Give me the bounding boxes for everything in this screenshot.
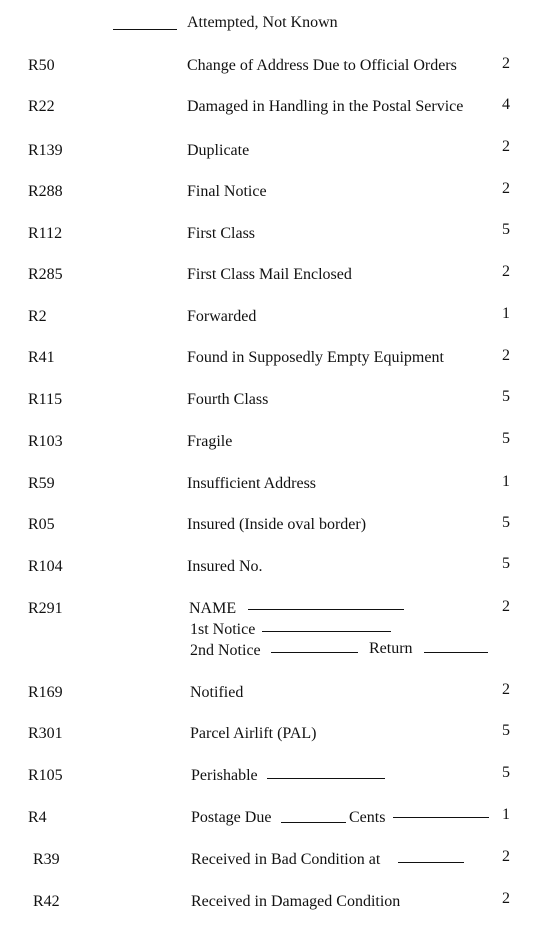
blank-line [262, 631, 391, 632]
entry-description: Forwarded [187, 308, 257, 325]
list-item [0, 138, 550, 161]
entry-number: 5 [502, 555, 510, 572]
entry-description: Notified [190, 684, 244, 701]
list-item [0, 892, 550, 912]
entry-number: 2 [502, 848, 510, 865]
list-item [0, 56, 550, 76]
entry-code: R22 [28, 98, 55, 115]
entry-number: 4 [502, 96, 510, 113]
blank-line [113, 29, 177, 30]
entry-description: Insured (Inside oval border) [187, 516, 367, 533]
entry-number: 2 [502, 263, 510, 280]
entry-description: Damaged in Handling in the Postal Service [187, 98, 464, 115]
blank-line [398, 862, 464, 863]
list-item [0, 724, 550, 744]
list-item [0, 97, 550, 117]
entry-number: 2 [502, 138, 510, 155]
entry-description: Final Notice [187, 183, 267, 200]
entry-description: Received in Damaged Condition [191, 893, 401, 910]
entry-code: R59 [28, 475, 55, 492]
entry-number: 2 [502, 55, 510, 72]
entry-number: 5 [502, 722, 510, 739]
list-item [0, 265, 550, 285]
entry-code: R104 [28, 558, 63, 575]
entry-description: First Class Mail Enclosed [187, 266, 352, 283]
entry-number: 5 [502, 221, 510, 238]
entry-description: Duplicate [187, 142, 250, 159]
entry-code: R301 [28, 725, 63, 742]
return-label: Return [369, 640, 413, 657]
entry-code: R112 [28, 225, 63, 242]
blank-line [393, 817, 489, 818]
entry-number: 1 [502, 473, 510, 490]
name-label: NAME [189, 600, 237, 617]
entry-code: R42 [33, 893, 60, 910]
entry-code: R103 [28, 433, 63, 450]
entry-number: 5 [502, 430, 510, 447]
entry-description: Insufficient Address [187, 475, 317, 492]
list-item [0, 683, 550, 703]
entry-number: 2 [502, 890, 510, 907]
entry-code: R4 [28, 809, 47, 826]
entry-description: Postage Due [191, 809, 272, 826]
cents-label: Cents [349, 809, 386, 826]
entry-number: 5 [502, 388, 510, 405]
list-item [0, 850, 550, 870]
entry-code: R2 [28, 308, 47, 325]
list-item [0, 766, 550, 786]
entry-number: 5 [502, 514, 510, 531]
entry-description: Attempted, Not Known [187, 14, 338, 31]
entry-code: R105 [28, 767, 63, 784]
entry-code: R139 [28, 142, 63, 159]
list-item [0, 348, 550, 368]
entry-code: R291 [28, 600, 63, 617]
list-item [0, 13, 550, 33]
notice-line-2: 2nd Notice [190, 642, 261, 659]
entry-description: Found in Supposedly Empty Equipment [187, 349, 444, 366]
list-item [0, 182, 550, 202]
entry-description: Insured No. [187, 558, 263, 575]
list-item [0, 432, 550, 452]
blank-line [424, 652, 488, 653]
entry-description: Perishable [191, 767, 258, 784]
list-item [0, 515, 550, 535]
blank-line [271, 652, 358, 653]
entry-number: 2 [502, 598, 510, 615]
blank-line [281, 822, 346, 823]
entry-number: 2 [502, 180, 510, 197]
entry-code: R39 [33, 851, 60, 868]
entry-number: 5 [502, 764, 510, 781]
blank-line [267, 778, 385, 779]
entry-description: Fourth Class [187, 391, 269, 408]
entry-number: 1 [502, 305, 510, 322]
entry-code: R50 [28, 57, 55, 74]
list-item [0, 808, 550, 828]
entry-code: R05 [28, 516, 55, 533]
list-item [0, 221, 550, 244]
list-item [0, 557, 550, 577]
name-field [189, 599, 236, 619]
entry-code: R115 [28, 391, 63, 408]
notice-line-1: 1st Notice [190, 621, 256, 638]
entry-number: 1 [502, 806, 510, 823]
entry-code: R285 [28, 266, 63, 283]
entry-code: R41 [28, 349, 55, 366]
entry-code: R288 [28, 183, 63, 200]
entry-number: 2 [502, 347, 510, 364]
entry-description: Parcel Airlift (PAL) [190, 725, 317, 742]
list-item [0, 307, 550, 327]
list-item [0, 599, 550, 661]
entry-description: Received in Bad Condition at [191, 851, 381, 868]
entry-description: Fragile [187, 433, 233, 450]
entry-description: Change of Address Due to Official Orders [187, 57, 457, 74]
entry-code: R169 [28, 684, 63, 701]
list-item [0, 474, 550, 494]
list-item [0, 390, 550, 410]
entry-number: 2 [502, 681, 510, 698]
blank-line [248, 609, 404, 610]
entry-description: First Class [187, 225, 256, 242]
